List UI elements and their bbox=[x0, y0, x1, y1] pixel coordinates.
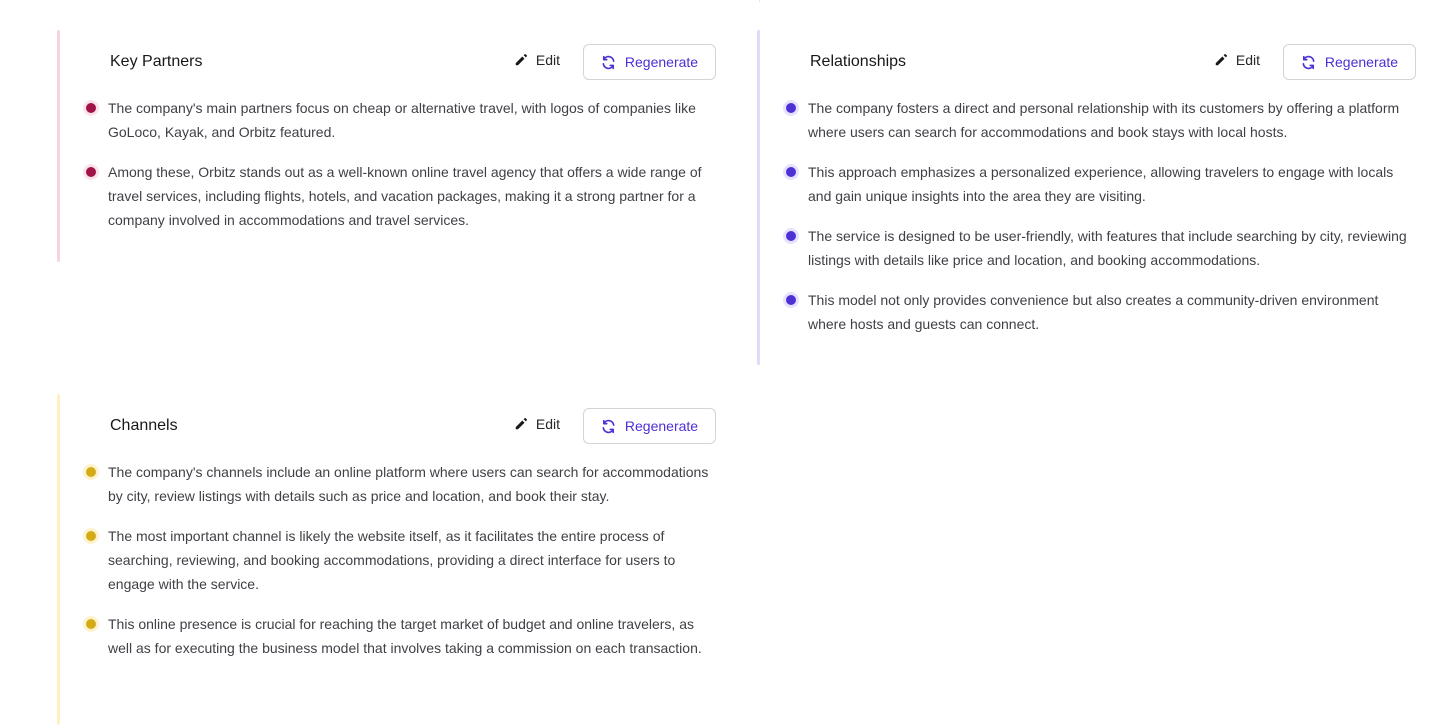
bullet-list bbox=[784, 96, 1416, 352]
edit-button[interactable] bbox=[514, 414, 560, 434]
list-item: The company's main partners focus on cheap or alternative travel, with logos of companies like GoLoco, Kayak, and Orbitz featured. bbox=[84, 96, 716, 144]
edit-button[interactable] bbox=[1214, 50, 1260, 70]
dot-icon bbox=[786, 231, 796, 241]
card-channels bbox=[57, 394, 716, 725]
list-item: Among these, Orbitz stands out as a well-known online travel agency that offers a wide range of travel services, including flights, hotels, and vacation packages, making it a strong partner for a company involved in accommodations and travel services. bbox=[84, 160, 716, 232]
regenerate-button[interactable] bbox=[583, 408, 716, 444]
list-item: The company fosters a direct and personal relationship with its customers by offering a platform where users can search for accommodations and book stays with local hosts. bbox=[784, 96, 1416, 144]
dot-icon bbox=[86, 103, 96, 113]
edit-label: Edit bbox=[535, 52, 560, 68]
refresh-icon bbox=[1301, 55, 1316, 70]
card-relationships bbox=[757, 30, 1416, 365]
regenerate-label: Regenerate bbox=[624, 418, 699, 434]
dot-icon bbox=[86, 531, 96, 541]
regenerate-label: Regenerate bbox=[1324, 54, 1399, 70]
card-header bbox=[783, 30, 1416, 70]
card-key-partners bbox=[57, 30, 716, 262]
card-accent-stripe bbox=[57, 394, 60, 725]
column-divider bbox=[759, 0, 760, 2]
list-item: The company's channels include an online platform where users can search for accommodations by city, review listings with details such as price and location, and book their stay. bbox=[84, 460, 716, 508]
dot-icon bbox=[786, 295, 796, 305]
card-header bbox=[83, 30, 716, 70]
pencil-icon bbox=[1214, 53, 1228, 67]
regenerate-label: Regenerate bbox=[624, 54, 699, 70]
card-accent-stripe bbox=[57, 30, 60, 262]
regenerate-button[interactable] bbox=[583, 44, 716, 80]
regenerate-button[interactable] bbox=[1283, 44, 1416, 80]
card-title: Key Partners bbox=[110, 53, 203, 70]
refresh-icon bbox=[601, 55, 616, 70]
list-item: This online presence is crucial for reaching the target market of budget and online travelers, as well as for executing the business model that involves taking a commission on each transaction. bbox=[84, 612, 716, 660]
dot-icon bbox=[86, 467, 96, 477]
card-header bbox=[83, 394, 716, 434]
edit-label: Edit bbox=[1235, 52, 1260, 68]
edit-label: Edit bbox=[535, 416, 560, 432]
list-item: This model not only provides convenience but also creates a community-driven environment where hosts and guests can connect. bbox=[784, 288, 1416, 336]
pencil-icon bbox=[514, 417, 528, 431]
dot-icon bbox=[786, 167, 796, 177]
bullet-list bbox=[84, 96, 716, 248]
card-title: Relationships bbox=[810, 53, 907, 70]
list-item: This approach emphasizes a personalized experience, allowing travelers to engage with locals and gain unique insights into the area they are visiting. bbox=[784, 160, 1416, 208]
dot-icon bbox=[86, 167, 96, 177]
card-accent-stripe bbox=[757, 30, 760, 365]
list-item: The service is designed to be user-friendly, with features that include searching by city, reviewing listings with details like price and location, and booking accommodations. bbox=[784, 224, 1416, 272]
list-item: The most important channel is likely the website itself, as it facilitates the entire process of searching, reviewing, and booking accommodations, providing a direct interface for users to engage with the service. bbox=[84, 524, 716, 596]
card-title: Channels bbox=[110, 417, 178, 434]
dot-icon bbox=[786, 103, 796, 113]
refresh-icon bbox=[601, 419, 616, 434]
dot-icon bbox=[86, 619, 96, 629]
edit-button[interactable] bbox=[514, 50, 560, 70]
bullet-list bbox=[84, 460, 716, 676]
pencil-icon bbox=[514, 53, 528, 67]
